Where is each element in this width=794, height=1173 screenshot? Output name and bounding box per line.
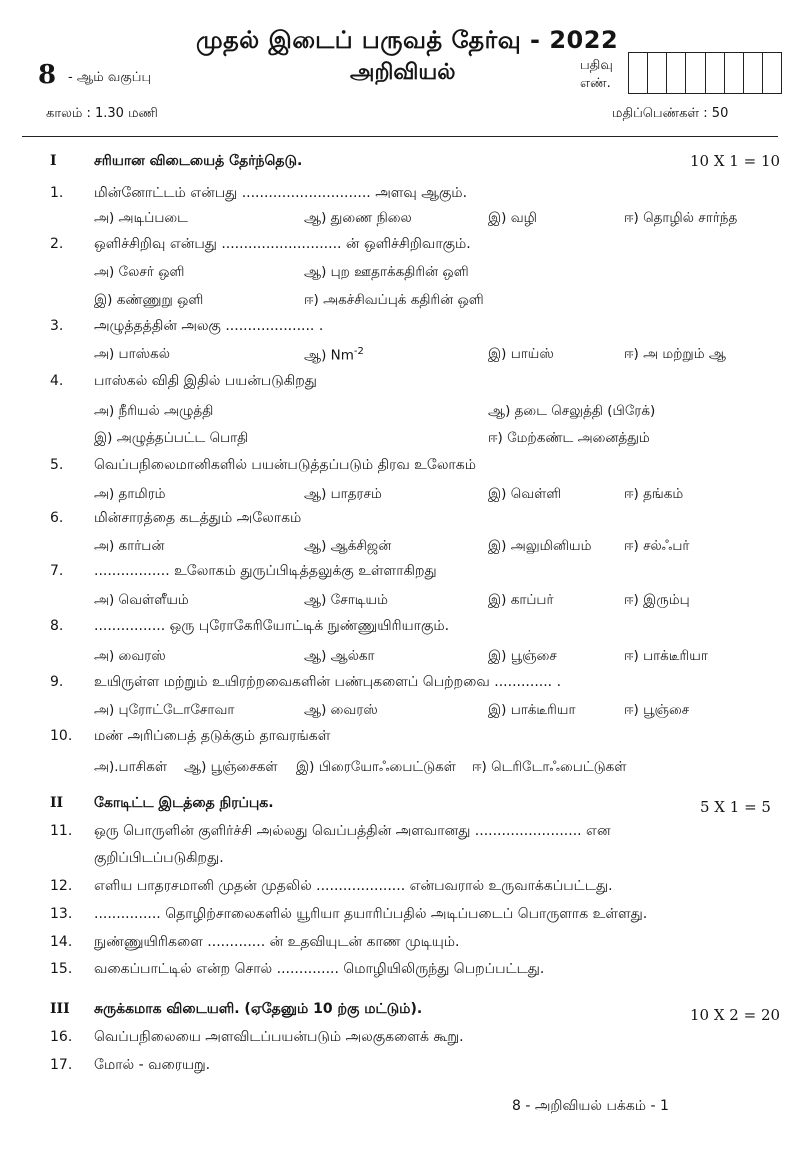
question-number: 17. bbox=[50, 1057, 73, 1073]
option-a: அ) நீரியல் அழுத்தி bbox=[94, 403, 214, 419]
option-d: ஈ) பாக்டீரியா bbox=[624, 648, 708, 664]
max-marks: மதிப்பெண்கள் : 50 bbox=[612, 106, 729, 121]
option-d: ஈ) அ மற்றும் ஆ bbox=[624, 346, 726, 362]
header-divider bbox=[22, 136, 778, 137]
exam-duration: காலம் : 1.30 மணி bbox=[46, 106, 158, 121]
question-number: 4. bbox=[50, 373, 64, 389]
question-number: 8. bbox=[50, 618, 64, 634]
question-number: 1. bbox=[50, 185, 64, 201]
section1-roman: I bbox=[50, 153, 57, 169]
option-a: அ) புரோட்டோசோவா bbox=[94, 702, 235, 718]
question-number: 10. bbox=[50, 728, 73, 744]
std-label: - ஆம் வகுப்பு bbox=[68, 70, 152, 85]
question-number: 6. bbox=[50, 510, 64, 526]
question-number: 7. bbox=[50, 563, 64, 579]
question-text: ஒரு பொருளின் குளிர்ச்சி அல்லது வெப்பத்தின் அளவானது ........................ என bbox=[94, 823, 611, 839]
option-d: ஈ) பூஞ்சை bbox=[624, 702, 690, 718]
question-text: ................ ஒரு புரோகேரியோட்டிக் நுண்ணுயிரியாகும். bbox=[94, 618, 450, 634]
option-c: இ) அழுத்தப்பட்ட பொதி bbox=[94, 430, 249, 446]
option-b-text: ஆ) Nm bbox=[304, 347, 354, 364]
section2-marks: 5 X 1 = 5 bbox=[700, 798, 771, 816]
subject-title: அறிவியல் bbox=[350, 60, 456, 85]
question-text: மண் அரிப்பைத் தடுக்கும் தாவரங்கள் bbox=[94, 728, 331, 744]
option-d: ஈ) மேற்கண்ட அனைத்தும் bbox=[488, 430, 650, 446]
option-c: இ) பாய்ஸ் bbox=[488, 346, 554, 362]
question-number: 9. bbox=[50, 674, 64, 690]
option-c: இ) கண்ணுறு ஒளி bbox=[94, 292, 204, 308]
section3-roman: III bbox=[50, 1001, 70, 1017]
question-number: 15. bbox=[50, 961, 73, 977]
question-number: 13. bbox=[50, 906, 73, 922]
option-c: இ) வெள்ளி bbox=[488, 486, 562, 502]
option-a: அ) அடிப்படை bbox=[94, 210, 188, 226]
option-d: ஈ) டெரிடோஃபைட்டுகள் bbox=[472, 759, 627, 775]
reg-label-2: எண். bbox=[580, 76, 611, 91]
section1-marks: 10 X 1 = 10 bbox=[690, 152, 781, 170]
option-b: ஆ) சோடியம் bbox=[304, 592, 388, 608]
question-text: பாஸ்கல் விதி இதில் பயன்படுகிறது bbox=[94, 373, 317, 389]
option-a: அ) வெள்ளீயம் bbox=[94, 592, 189, 608]
question-text: உயிருள்ள மற்றும் உயிரற்றவைகளின் பண்புகளைப் பெற்றவை ............. . bbox=[94, 674, 562, 690]
question-text: ................. உலோகம் துருப்பிடித்தலுக்கு உள்ளாகிறது bbox=[94, 563, 437, 579]
option-c: இ) காப்பர் bbox=[488, 592, 554, 608]
option-b: ஆ) பூஞ்சைகள் bbox=[184, 759, 278, 775]
option-d: ஈ) தங்கம் bbox=[624, 486, 684, 502]
question-text: எளிய பாதரசமானி முதன் முதலில் .................... என்பவரால் உருவாக்கப்பட்டது. bbox=[94, 878, 613, 894]
option-b: ஆ) தடை செலுத்தி (பிரேக்) bbox=[488, 403, 656, 419]
option-a: அ) கார்பன் bbox=[94, 538, 165, 554]
option-a: அ).பாசிகள் bbox=[94, 759, 168, 775]
reg-label-1: பதிவு bbox=[580, 58, 613, 73]
question-text: ............... தொழிற்சாலைகளில் யூரியா தயாரிப்பதில் அடிப்படைப் பொருளாக உள்ளது. bbox=[94, 906, 648, 922]
option-b: ஆ) ஆல்கா bbox=[304, 648, 375, 664]
question-text: ஒளிச்சிறிவு என்பது ........................... ன் ஒளிச்சிறிவாகும். bbox=[94, 236, 471, 252]
std-number: 8 bbox=[38, 60, 57, 90]
option-b: ஆ) பாதரசம் bbox=[304, 486, 382, 502]
option-c: இ) பிரையோஃபைட்டுகள் bbox=[296, 759, 456, 775]
page-footer: 8 - அறிவியல் பக்கம் - 1 bbox=[512, 1098, 669, 1114]
option-c: இ) பாக்டீரியா bbox=[488, 702, 576, 718]
section2-roman: II bbox=[50, 795, 64, 811]
question-number: 12. bbox=[50, 878, 73, 894]
exam-title: முதல் இடைப் பருவத் தேர்வு - 2022 bbox=[196, 26, 619, 54]
question-text: மின்னோட்டம் என்பது ............................. அளவு ஆகும். bbox=[94, 185, 468, 201]
option-b: ஆ) வைரஸ் bbox=[304, 702, 378, 718]
option-d: ஈ) இரும்பு bbox=[624, 592, 690, 608]
question-text-cont: குறிப்பிடப்படுகிறது. bbox=[94, 850, 224, 866]
section1-heading: சரியான விடையைத் தேர்ந்தெடு. bbox=[94, 153, 303, 169]
section2-heading: கோடிட்ட இடத்தை நிரப்புக. bbox=[94, 795, 274, 811]
question-number: 3. bbox=[50, 318, 64, 334]
question-number: 2. bbox=[50, 236, 64, 252]
superscript: -2 bbox=[353, 346, 364, 357]
question-text: வெப்பநிலைமானிகளில் பயன்படுத்தப்படும் திரவ உலோகம் bbox=[94, 457, 476, 473]
question-number: 5. bbox=[50, 457, 64, 473]
section3-marks: 10 X 2 = 20 bbox=[690, 1006, 781, 1024]
question-text: நுண்ணுயிரிகளை ............. ன் உதவியுடன் காண முடியும். bbox=[94, 934, 460, 950]
question-text: வகைப்பாட்டில் என்ற சொல் .............. மொழியிலிருந்து பெறப்பட்டது. bbox=[94, 961, 545, 977]
question-text: மின்சாரத்தை கடத்தும் அலோகம் bbox=[94, 510, 302, 526]
option-a: அ) பாஸ்கல் bbox=[94, 346, 171, 362]
question-number: 14. bbox=[50, 934, 73, 950]
option-c: இ) பூஞ்சை bbox=[488, 648, 557, 664]
option-c: இ) அலுமினியம் bbox=[488, 538, 592, 554]
register-number-box bbox=[628, 52, 782, 94]
option-d: ஈ) அகச்சிவப்புக் கதிரின் ஒளி bbox=[304, 292, 484, 308]
question-text: வெப்பநிலையை அளவிடப்பயன்படும் அலகுகளைக் கூறு. bbox=[94, 1029, 464, 1045]
question-number: 11. bbox=[50, 823, 73, 839]
option-c: இ) வழி bbox=[488, 210, 537, 226]
option-d: ஈ) தொழில் சார்ந்த bbox=[624, 210, 738, 226]
option-a: அ) லேசர் ஒளி bbox=[94, 264, 185, 280]
option-b bbox=[304, 346, 364, 366]
option-b: ஆ) புற ஊதாக்கதிரின் ஒளி bbox=[304, 264, 469, 280]
section3-heading: சுருக்கமாக விடையளி. (ஏதேனும் 10 ற்கு மட்டும்). bbox=[94, 1001, 423, 1017]
question-text: மோல் - வரையறு. bbox=[94, 1057, 211, 1073]
option-b: ஆ) ஆக்சிஜன் bbox=[304, 538, 392, 554]
question-number: 16. bbox=[50, 1029, 73, 1045]
option-a: அ) தாமிரம் bbox=[94, 486, 166, 502]
option-d: ஈ) சல்ஃபர் bbox=[624, 538, 690, 554]
question-text: அழுத்தத்தின் அலகு .................... . bbox=[94, 318, 324, 334]
option-b: ஆ) துணை நிலை bbox=[304, 210, 412, 226]
option-a: அ) வைரஸ் bbox=[94, 648, 166, 664]
